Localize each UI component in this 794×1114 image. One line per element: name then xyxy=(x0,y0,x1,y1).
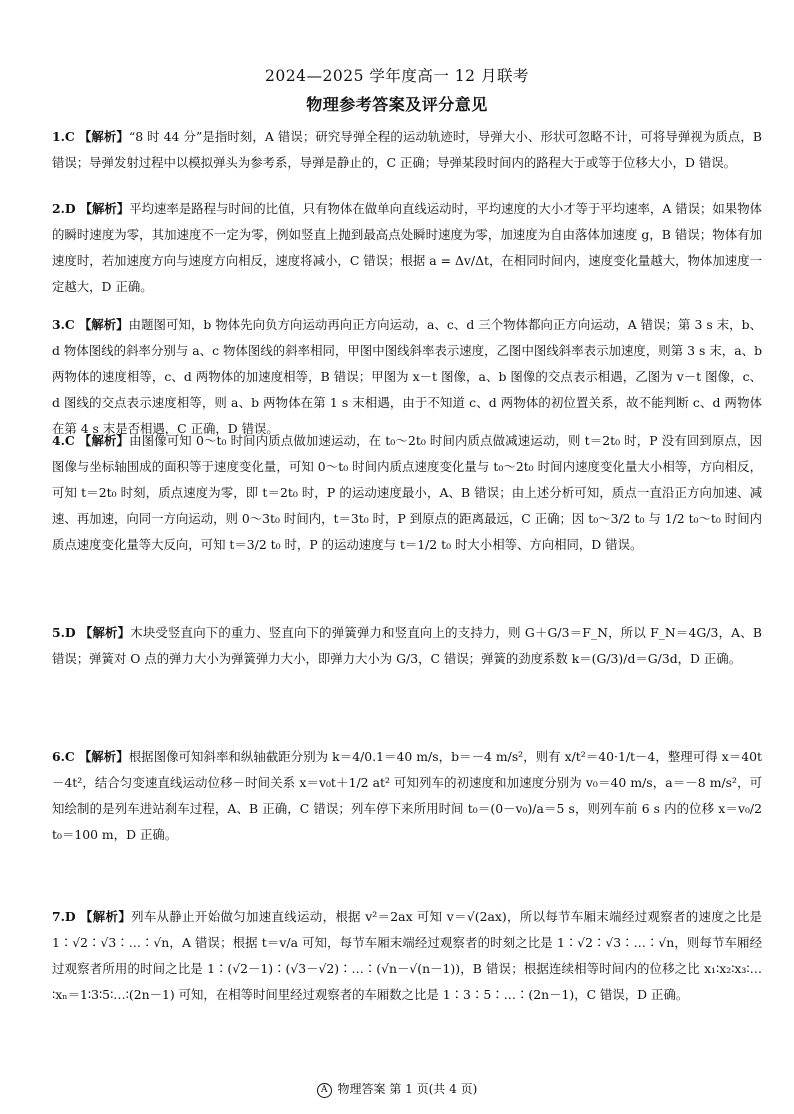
answer-number: 7.D xyxy=(52,909,76,924)
exam-title: 2024—2025 学年度高一 12 月联考 xyxy=(265,67,529,85)
analysis-tag: 【解析】 xyxy=(80,909,132,924)
answer-text: 由图像可知 0～t₀ 时间内质点做加速运动，在 t₀～2t₀ 时间内质点做减速运动，则 t＝2t₀ 时，P 没有回到原点，因图像与坐标轴围成的面积等于速度变化量，可知 0～t₀ 时间内质点速度变化量与 t₀～2t₀ 时间内速度变化量大小相等，方向相反，可知 t＝2t₀ 时刻，质点速度为零，即 t＝2t₀ 时，P 的运动速度最小，A、B 错误；由上述分析可知，质点一直沿正方向加速、减速、再加速，向同一方向运动，则 0～3t₀ 时间内，t＝3t₀ 时，P 到原点的距离最远，C 正确；因 t₀～3/2 t₀ 与 1/2 t₀～t₀ 时间内质点速度变化量等大反向，可知 t＝3/2 t₀ 时，P 的运动速度与 t＝1/2 t₀ 时大小相等、方向相同，D 错误。 xyxy=(52,433,762,552)
answer-item-3 xyxy=(52,312,762,442)
answer-key-subtitle: 物理参考答案及评分意见 xyxy=(306,95,488,114)
answer-text: 平均速率是路程与时间的比值，只有物体在做单向直线运动时，平均速度的大小才等于平均速率，A 错误；如果物体的瞬时速度为零，其加速度不一定为零，例如竖直上抛到最高点处瞬时速度为零，加速度为自由落体加速度 g，B 错误；物体有加速度时，若加速度方向与速度方向相反，速度将减小，C 错误；根据 a = Δv/Δt，在相同时间内，速度变化量越大，物体加速度一定越大，D 正确。 xyxy=(52,201,762,294)
answer-number: 1.C xyxy=(52,129,75,144)
answer-text: 列车从静止开始做匀加速直线运动，根据 v²＝2ax 可知 v＝√(2ax)，所以每节车厢末端经过观察者的速度之比是 1∶√2∶√3∶…∶√n，A 错误；根据 t＝v/a 可知，每节车厢末端经过观察者的时刻之比是 1∶√2∶√3∶…∶√n，则每节车厢经过观察者所用的时间之比是 1∶(√2－1)∶(√3－√2)∶…∶(√n－√(n－1))，B 错误；根据连续相等时间内的位移之比 x₁∶x₂∶x₃∶…∶xₙ＝1∶3∶5∶…∶(2n－1) 可知，在相等时间里经过观察者的车厢数之比是 1∶3∶5∶…∶(2n－1)，C 错误，D 正确。 xyxy=(52,909,763,1002)
answer-item-2 xyxy=(52,196,762,300)
analysis-tag: 【解析】 xyxy=(78,317,129,332)
analysis-tag: 【解析】 xyxy=(79,201,130,216)
answer-item-1 xyxy=(52,124,762,176)
answer-number: 6.C xyxy=(52,749,75,764)
answer-item-7 xyxy=(52,904,762,1008)
page-number-text: 物理答案 第 1 页(共 4 页) xyxy=(337,1082,478,1096)
answer-item-6 xyxy=(52,744,762,848)
analysis-tag: 【解析】 xyxy=(78,749,129,764)
answer-item-5 xyxy=(52,620,762,672)
analysis-tag: 【解析】 xyxy=(78,129,129,144)
paper-version-badge: A xyxy=(317,1083,332,1098)
analysis-tag: 【解析】 xyxy=(79,625,131,640)
answer-text: 根据图像可知斜率和纵轴截距分别为 k＝4/0.1＝40 m/s，b＝－4 m/s²，则有 x/t²＝40·1/t－4，整理可得 x＝40t－4t²，结合匀变速直线运动位移－时间关系 x＝v₀t＋1/2 at² 可知列车的初速度和加速度分别为 v₀＝40 m/s，a＝－8 m/s²，可知绘制的是列车进站刹车过程，A、B 正确，C 错误；列车停下来所用时间 t₀＝(0－v₀)/a＝5 s，则列车前 6 s 内的位移 x＝v₀/2 t₀＝100 m，D 正确。 xyxy=(52,749,762,842)
answer-text: 木块受竖直向下的重力、竖直向下的弹簧弹力和竖直向上的支持力，则 G＋G/3＝F_N，所以 F_N＝4G/3，A、B 错误；弹簧对 O 点的弹力大小为弹簧弹力大小，即弹力大小为 G/3，C 错误；弹簧的劲度系数 k＝(G/3)/d＝G/3d，D 正确。 xyxy=(52,625,762,666)
answer-number: 2.D xyxy=(52,201,76,216)
page-footer xyxy=(0,1080,794,1098)
analysis-tag: 【解析】 xyxy=(78,433,130,448)
answer-number: 5.D xyxy=(52,625,76,640)
answer-number: 4.C xyxy=(52,433,75,448)
answer-text: 由题图可知，b 物体先向负方向运动再向正方向运动，a、c、d 三个物体都向正方向运动，A 错误；第 3 s 末，b、d 物体图线的斜率分别与 a、c 物体图线的斜率相同，甲图中图线斜率表示速度，乙图中图线斜率表示加速度，则第 3 s 末，a、b 两物体的速度相等，c、d 两物体的加速度相等，B 错误；甲图为 x－t 图像，a、b 图像的交点表示相遇，乙图为 v－t 图像，c、d 图线的交点表示速度相等，则 a、b 两物体在第 1 s 末相遇，由于不知道 c、d 两物体的初位置关系，故不能判断 c、d 两物体在第 4 s 末是否相遇，C 正确，D 错误。 xyxy=(52,317,762,436)
answer-item-4 xyxy=(52,428,762,558)
answer-text: “8 时 44 分”是指时刻，A 错误；研究导弹全程的运动轨迹时，导弹大小、形状可忽略不计，可将导弹视为质点，B 错误；导弹发射过程中以模拟弹头为参考系，导弹是静止的，C 正确；导弹某段时间内的路程大于或等于位移大小，D 错误。 xyxy=(52,129,762,170)
answer-number: 3.C xyxy=(52,317,75,332)
